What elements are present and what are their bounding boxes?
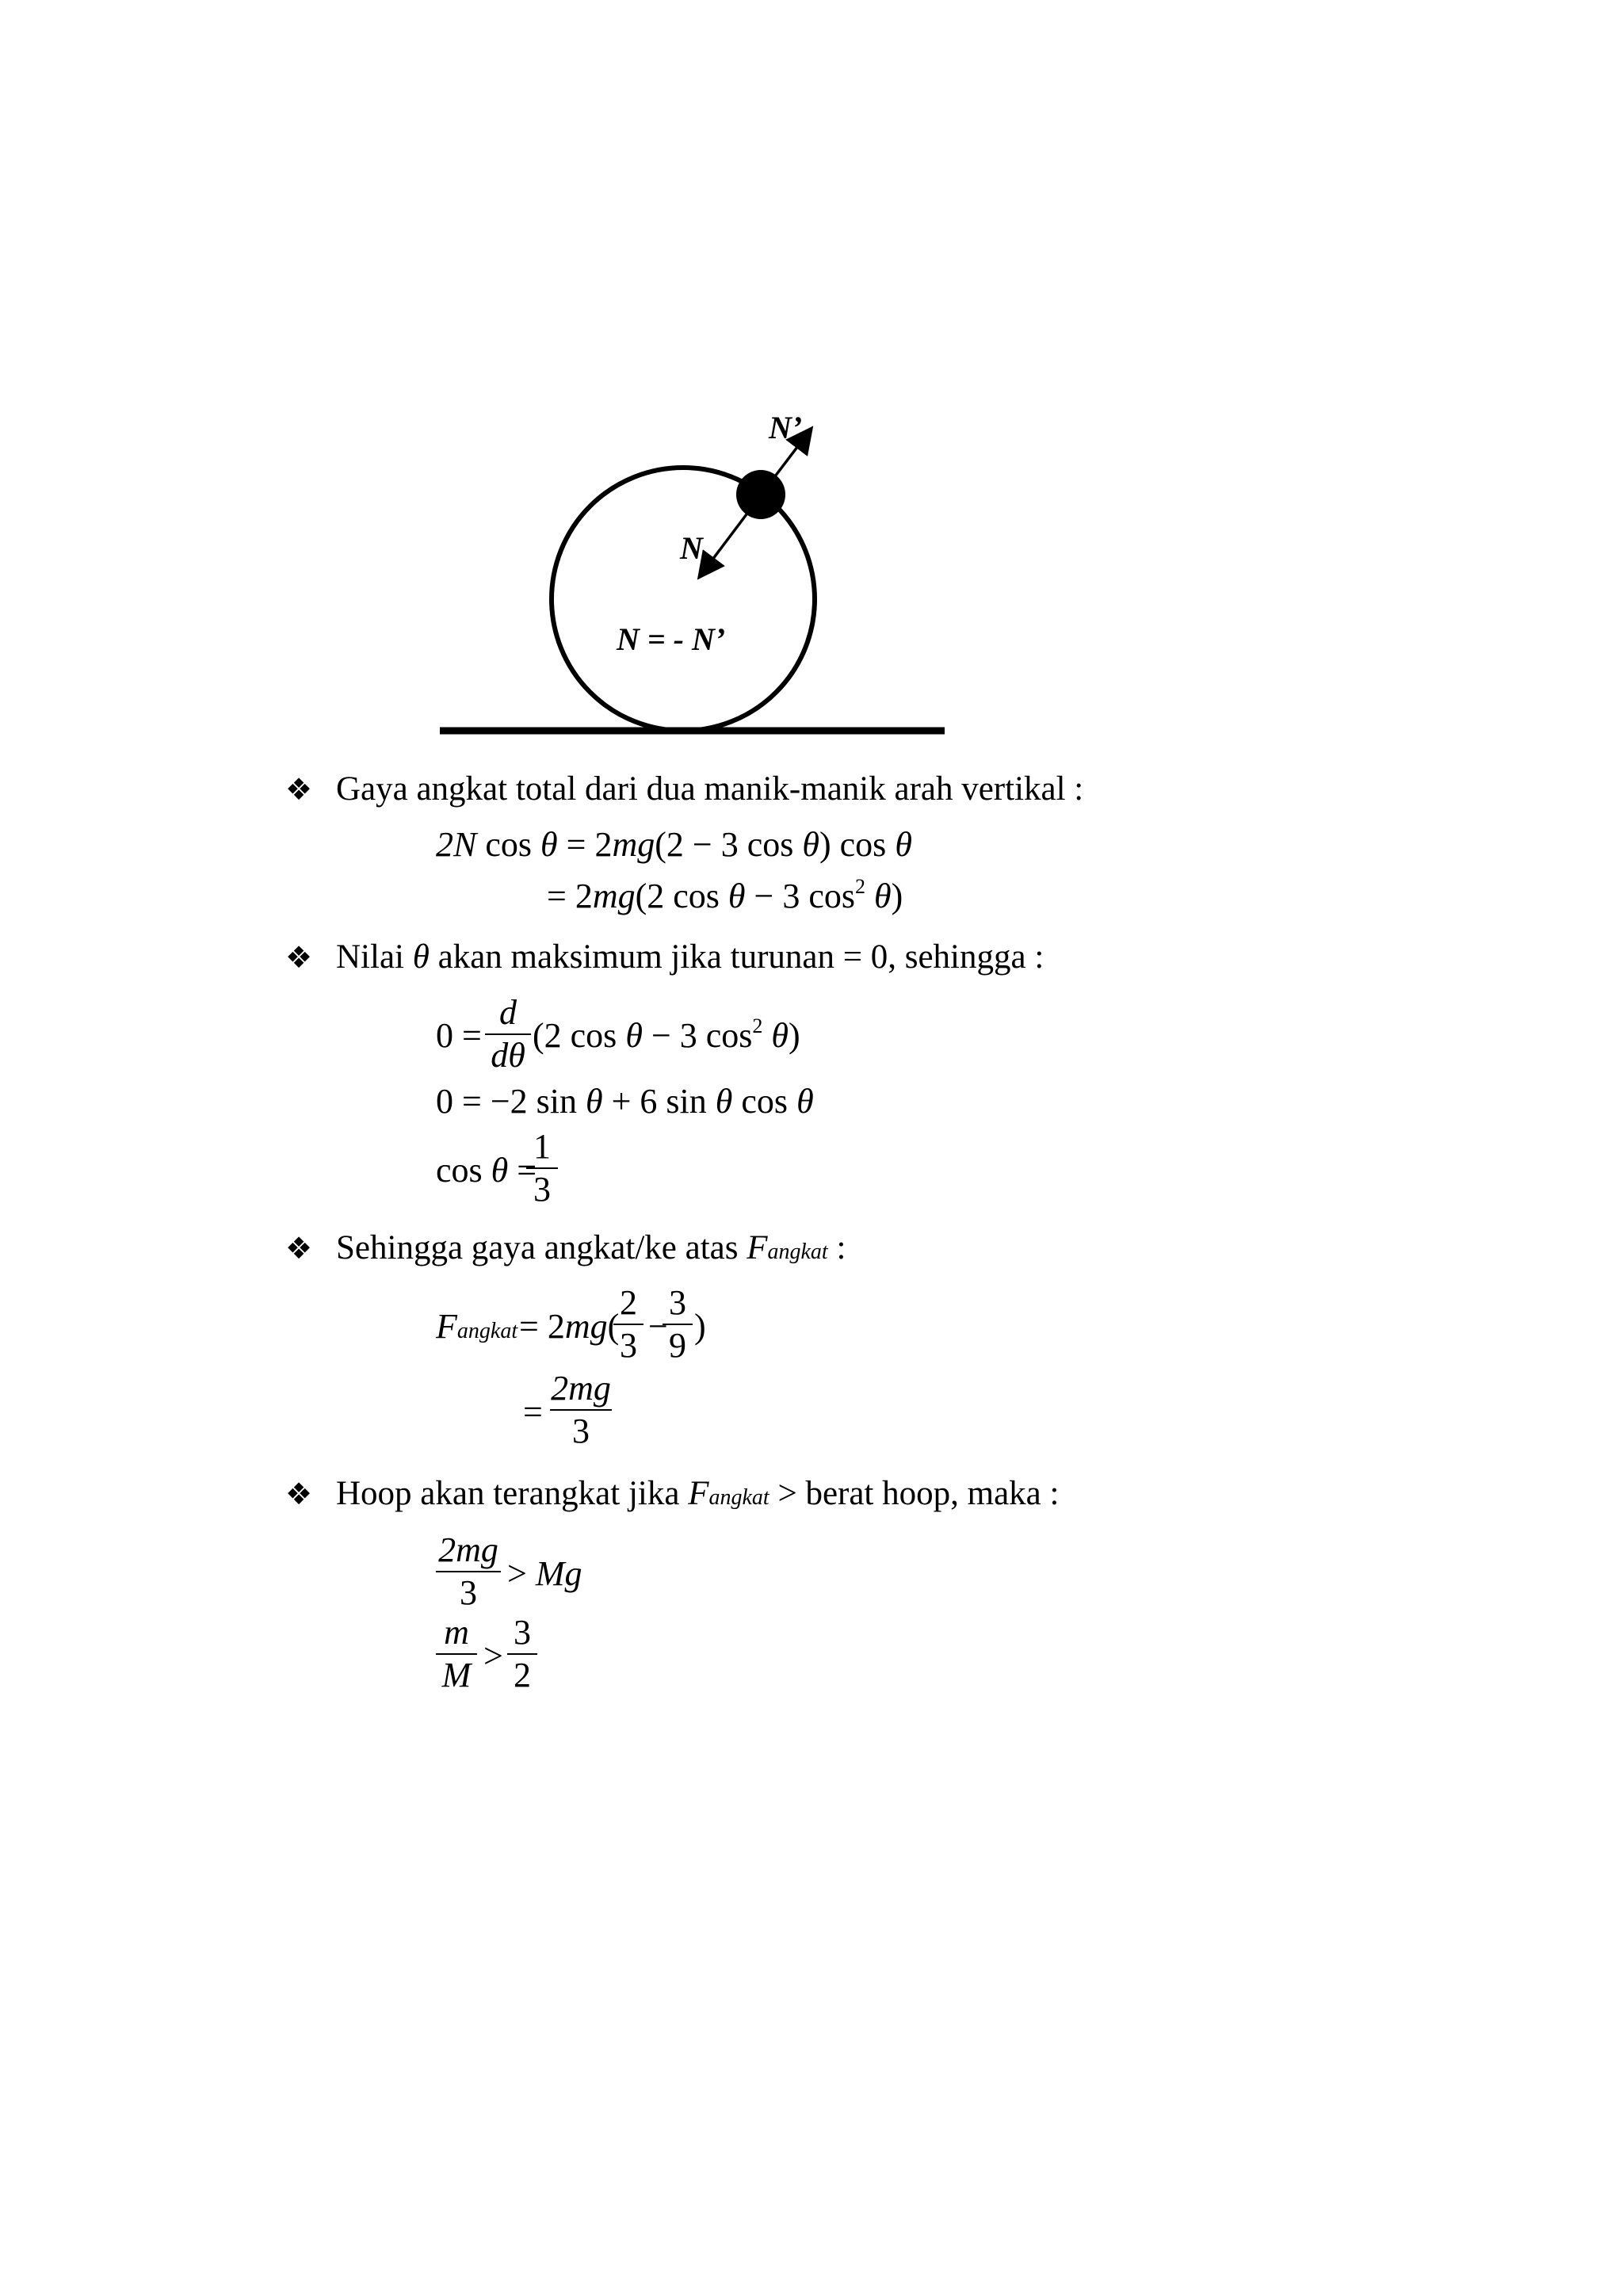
cos-theta-fraction [526, 1128, 558, 1209]
bead [736, 470, 785, 519]
derivative-numerator: d [499, 993, 517, 1032]
fraction-two-thirds: 2 3 [613, 1284, 643, 1365]
section-2-text-a: Nilai [336, 938, 404, 976]
section-3-eq2-eq: = [523, 1392, 543, 1431]
minus-sign: − [648, 1307, 668, 1346]
fraction-three-halves: 3 2 [507, 1614, 537, 1694]
derivative-denominator: dθ [491, 1036, 525, 1075]
force-subscript: angkat [708, 1485, 769, 1510]
greater-than: > [483, 1637, 503, 1675]
force-subscript: angkat [767, 1240, 828, 1264]
section-3-text [336, 1231, 846, 1265]
fraction-m-over-M: m M [436, 1614, 477, 1694]
section-4-eq1-right: > Mg [507, 1554, 582, 1593]
force-symbol: F [747, 1229, 768, 1266]
label-n-equals: N = - N’ [617, 621, 726, 657]
label-n-prime: N’ [769, 410, 803, 445]
bullet-icon: ❖ [285, 772, 313, 807]
section-4-text-a: Hoop akan terangkat jika [336, 1475, 680, 1512]
section-2-eq1-right: (2 cos θ − 3 $\cos^2 \theta$) [533, 1014, 800, 1055]
hoop-diagram [0, 0, 1623, 745]
fraction-bar [526, 1167, 558, 1169]
section-2-text [336, 940, 1044, 974]
bullet-icon: ❖ [285, 1477, 313, 1511]
fraction-numerator: 1 [533, 1127, 551, 1166]
section-2-eq3-left: cos θ = [436, 1151, 537, 1190]
section-2-eq2: 0 = −2 sin θ + 6 sin θ cos θ [436, 1082, 814, 1121]
fraction-denominator: 3 [533, 1170, 551, 1209]
bullet-icon: ❖ [285, 1231, 313, 1266]
section-4-text [336, 1477, 1059, 1511]
label-n: N [680, 530, 703, 566]
section-1-text: Gaya angkat total dari dua manik-manik arah vertikal : [336, 770, 1084, 808]
bullet-icon: ❖ [285, 940, 313, 975]
force-symbol: F [688, 1475, 709, 1512]
fraction-bar [485, 1033, 531, 1035]
derivative-fraction [485, 994, 531, 1075]
close-paren: ) [694, 1307, 706, 1346]
section-3-colon: : [836, 1229, 846, 1266]
section-2-eq1-left: 0 = [436, 1016, 482, 1055]
section-4-text-b: > berat hoop, maka : [777, 1475, 1060, 1512]
section-3-text-a: Sehingga gaya angkat/ke atas [336, 1229, 739, 1266]
section-1-eq1: 2N cos θ = 2mg(2 − 3 cos θ) cos θ [436, 825, 912, 864]
fraction-2mg-over-3-ineq: 2mg 3 [436, 1531, 501, 1612]
section-2-text-b: akan maksimum jika turunan = 0, sehingga : [437, 938, 1044, 976]
theta-symbol: θ [412, 938, 430, 976]
section-3-eq1-mid: = 2mg( [519, 1307, 620, 1346]
arrow-n [701, 514, 747, 575]
section-1-eq2: = 2mg(2 cos θ − 3 $\cos^2 \theta$) [547, 875, 903, 915]
section-3-eq1-left: Fangkat [436, 1307, 518, 1346]
fraction-three-ninths: 3 9 [663, 1284, 693, 1365]
fraction-2mg-over-3: 2mg 3 [551, 1369, 611, 1450]
